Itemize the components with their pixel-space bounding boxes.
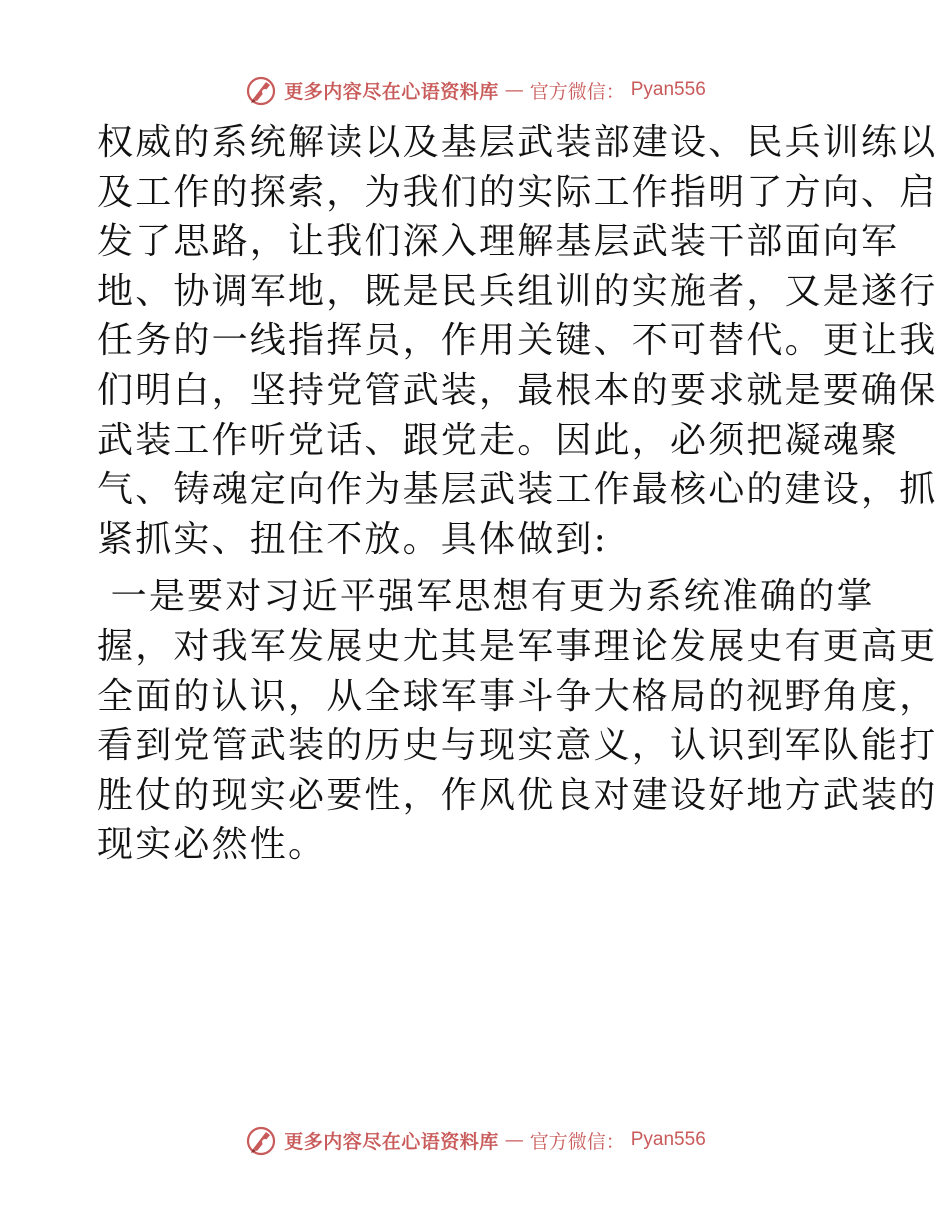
- text-line: 一是要对习近平强军思想有更为系统准确的掌: [97, 576, 875, 618]
- pen-logo-icon: [244, 73, 278, 107]
- text-line: 及工作的探索，为我们的实际工作指明了方向、启: [97, 171, 938, 213]
- header-wechat-label: 官方微信：: [529, 80, 625, 103]
- text-line: 们明白，坚持党管武装，最根本的要求就是要确保: [97, 369, 938, 411]
- footer-slogan: 更多内容尽在心语资料库: [284, 1130, 499, 1153]
- footer-watermark: [0, 1120, 950, 1160]
- text-line: 任务的一线指挥员，作用关键、不可替代。更让我: [97, 320, 938, 362]
- document-body: [97, 118, 938, 870]
- text-line: 气、铸魂定向作为基层武装工作最核心的建设，抓: [97, 469, 938, 511]
- footer-wechat-label: 官方微信：: [529, 1130, 625, 1153]
- footer-dash: —: [504, 1129, 524, 1151]
- header-dash: —: [504, 79, 524, 101]
- paragraph-1: [97, 118, 938, 564]
- header-slogan: 更多内容尽在心语资料库: [284, 80, 499, 103]
- footer-wechat-id: Pyan556: [630, 1129, 706, 1150]
- text-line: 胜仗的现实必要性，作风优良对建设好地方武装的: [97, 774, 938, 816]
- paragraph-2: [97, 572, 938, 870]
- header-watermark: [0, 70, 950, 110]
- text-line: 紧抓实、扭住不放。具体做到:: [97, 518, 608, 560]
- text-line: 地、协调军地，既是民兵组训的实施者，又是遂行: [97, 270, 938, 312]
- header-wechat-id: Pyan556: [630, 79, 706, 100]
- pen-logo-icon: [244, 1123, 278, 1157]
- text-line: 发了思路，让我们深入理解基层武装干部面向军: [97, 221, 900, 263]
- text-line: 现实必然性。: [97, 824, 327, 866]
- text-line: 全面的认识，从全球军事斗争大格局的视野角度，: [97, 675, 938, 717]
- text-line: 看到党管武装的历史与现实意义，认识到军队能打: [97, 725, 938, 767]
- text-line: 权威的系统解读以及基层武装部建设、民兵训练以: [97, 122, 938, 163]
- text-line: 武装工作听党话、跟党走。因此，必须把凝魂聚: [97, 419, 900, 461]
- text-line: 握，对我军发展史尤其是军事理论发展史有更高更: [97, 625, 938, 667]
